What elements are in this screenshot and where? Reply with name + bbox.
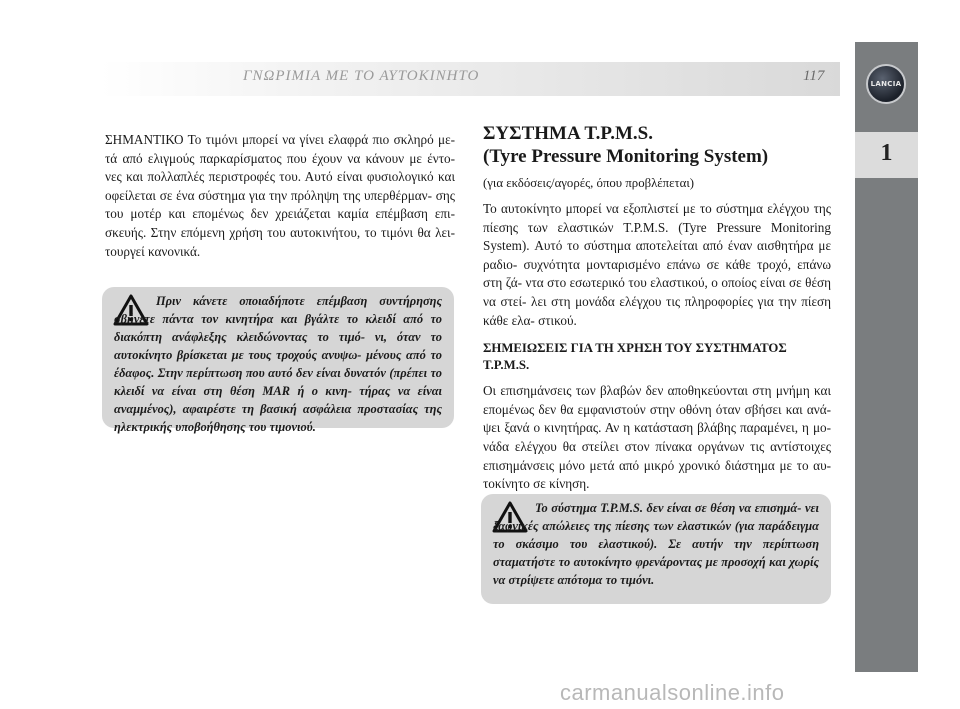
running-title: ΓΝΩΡΙΜΙΑ ΜΕ ΤΟ ΑΥΤΟΚΙΝΗΤΟ bbox=[243, 68, 480, 84]
warning-text-maintenance: Πριν κάνετε οποιαδήποτε επέμβαση συντήρησης σβήνετε πάντα τον κινητήρα και βγάλτε το κλειδί από το διακόπτη ανάφλεξης κλειδώνοντας το τιμό- νι, όταν το αυτοκίνητο βρίσκεται με τους τροχούς ανυψω- μένους από το έδαφος. Στην περίπτωση που αυτό δεν είναι δυνατόν (πρέπει το κλειδί να είναι στη θέση MAR ή ο κινη- τήρας να είναι αναμμένος), αφαιρέστε τη βασική ασφάλεια προστασίας της ηλεκτρικής υποβοήθησης του τιμονιού. bbox=[114, 294, 442, 434]
chapter-number: 1 bbox=[880, 140, 893, 166]
lancia-logo-icon bbox=[866, 64, 906, 104]
section-title bbox=[483, 122, 831, 168]
page-number: 117 bbox=[803, 68, 825, 84]
warning-text-tpms: Το σύστημα T.P.M.S. δεν είναι σε θέση να επισημά- νει ξαφνικές απώλειες της πίεσης των ελαστικών (για παράδειγμα το σκάσιμο του ελαστικού). Σε αυτήν την περίπτωση σταματήστε το αυτοκίνητο φρενάροντας με προσοχή και χωρίς να στρίψετε απότομα το τιμόνι. bbox=[493, 501, 819, 587]
logo-text: LANCIA bbox=[870, 80, 902, 88]
watermark: carmanualsonline.info bbox=[560, 680, 785, 705]
usage-notes-heading: ΣΗΜΕΙΩΣΕΙΣ ΓΙΑ ΤΗ ΧΡΗΣΗ ΤΟΥ ΣΥΣΤΗΜΑΤΟΣ T.P.M.S. bbox=[483, 341, 787, 373]
chapter-box[interactable] bbox=[855, 132, 918, 178]
tab-logo-area bbox=[855, 42, 918, 132]
section-title-line2: (Tyre Pressure Monitoring System) bbox=[483, 146, 769, 167]
section-title-line1: ΣΥΣΤΗΜΑ T.P.M.S. bbox=[483, 123, 653, 144]
right-column bbox=[483, 122, 831, 494]
tpms-description: Το αυτοκίνητο μπορεί να εξοπλιστεί με το σύστημα ελέγχου της πίεσης των ελαστικών T.P.M.S. (Tyre Pressure Monitoring System). Αυτό το σύστημα αποτελείται από έναν αισθητήρα με ραδιο- συχνότητα μονταρισμένο επάνω σε κάθε τροχό, επάνω στη ζά- ντα στο εσωτερικό του ελαστικού, ο οποίος είναι σε θέση να στεί- λει στη μονάδα ελέγχου τις πληροφορίες για την πίεση κάθε ελα- στικού. bbox=[483, 201, 831, 328]
warning-box-maintenance bbox=[102, 287, 454, 434]
usage-notes-text: Οι επισημάνσεις των βλαβών δεν αποθηκεύονται στη μνήμη και επομένως δεν θα εμφανιστούν στην οθόνη όταν σβήσει και ανά- ψει ξανά ο κινητήρας. Αν η κατάσταση βλάβης παραμένει, η μο- νάδα ελέγχου θα στείλει στον πίνακα οργάνων τις αντίστοιχες επισημάνσεις μόνο μετά από μικρό χρονικό διάστημα με το αυ- τοκίνητο σε κίνηση. bbox=[483, 383, 831, 492]
chapter-side-tab bbox=[855, 42, 918, 672]
section-note: (για εκδόσεις/αγορές, όπου προβλέπεται) bbox=[483, 176, 695, 190]
warning-box-tpms bbox=[481, 494, 831, 604]
left-column-text: ΣΗΜΑΝΤΙΚΟ Το τιμόνι μπορεί να γίνει ελαφρά πιο σκληρό με- τά από ελιγμούς παρκαρίσματος που έχουν να κάνουν με έντο- νες και πολλαπλές περιστροφές του. Αυτό είναι φυσιολογικό και οφείλεται σε ένα σύστημα για την πρόληψη της υπερθέρμαν- σης του μοτέρ και επομένως δεν χρειάζεται καμία επέμβαση επι- σκευής. Στην επόμενη χρήση του αυτοκινήτου, το τιμόνι θα λει- τουργεί κανονικά. bbox=[105, 132, 455, 259]
